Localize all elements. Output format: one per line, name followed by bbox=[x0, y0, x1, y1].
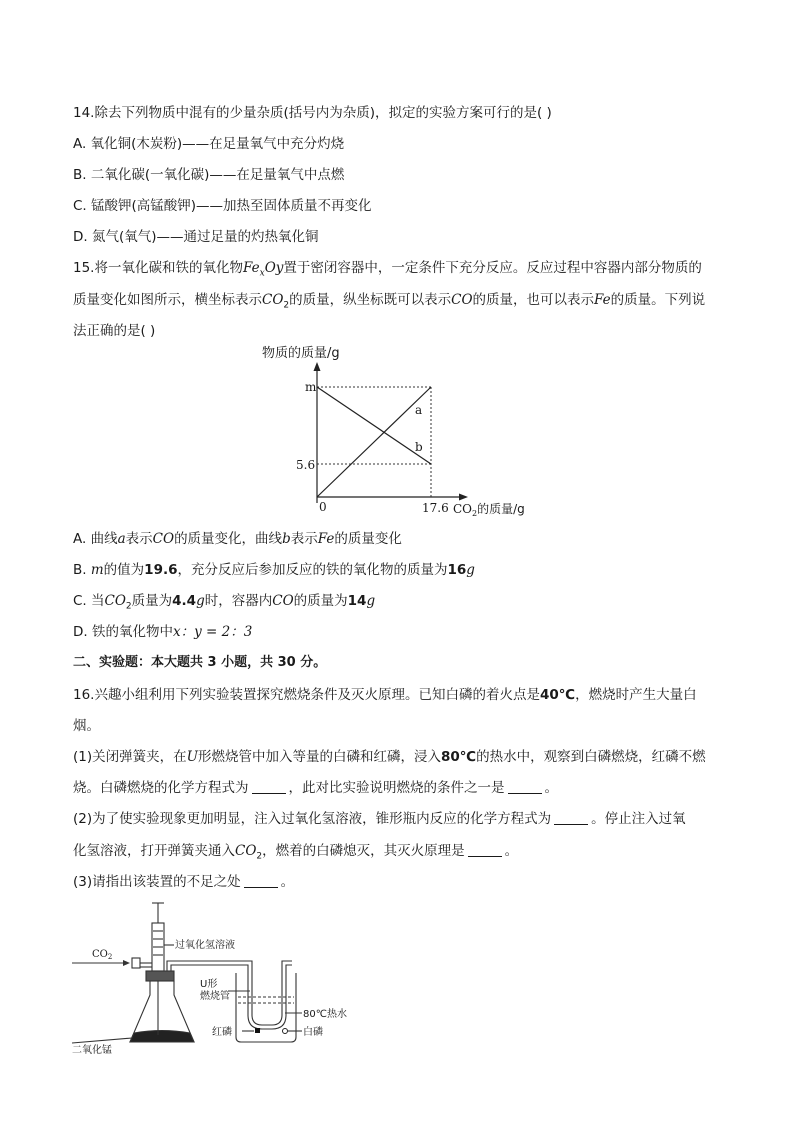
graph-curve-a-label: a bbox=[415, 403, 423, 417]
graph-curve-a bbox=[317, 387, 431, 497]
section-heading: 二、实验题：本大题共 3 小题，共 30 分。 bbox=[73, 655, 327, 670]
q14-option-b: B. 二氧化碳(一氧化碳)——在足量氧气中点燃 bbox=[73, 167, 345, 183]
q15-line-2: 质量变化如图所示，横坐标表示$CO_2$的质量，纵坐标既可以表示CO的质量，也可以表示Fe的质量。下列说 bbox=[73, 292, 706, 311]
q15-graph bbox=[250, 340, 550, 525]
fig-u-tube-label-2: 燃烧管 bbox=[200, 991, 230, 1002]
q16-line-2: 烟。 bbox=[73, 718, 100, 734]
q16-line-4: 烧。白磷燃烧的化学方程式为 ，此对比实验说明燃烧的条件之一是 。 bbox=[73, 780, 558, 796]
q14-option-d: D. 氮气(氧气)——通过足量的灼热氧化铜 bbox=[73, 229, 319, 245]
q15-option-d: D. 铁的氧化物中x：y = 2：3 bbox=[73, 624, 253, 640]
graph-origin-label: 0 bbox=[319, 500, 327, 514]
mno2-powder-icon bbox=[130, 1031, 194, 1043]
q15-option-c: C. 当$CO_2$质量为4.4g时，容器内CO的质量为14g bbox=[73, 593, 376, 612]
spring-clip-icon bbox=[132, 958, 140, 968]
q14-option-a: A. 氧化铜(木炭粉)——在足量氧气中充分灼烧 bbox=[73, 136, 345, 152]
fig-u-tube-label-1: U形 bbox=[200, 979, 218, 990]
q15-option-a: A. 曲线a表示CO的质量变化，曲线b表示Fe的质量变化 bbox=[73, 531, 402, 547]
fig-mno2-label: 二氧化锰 bbox=[72, 1045, 112, 1055]
apparatus-figure bbox=[70, 895, 370, 1055]
q16-line-3: (1)关闭弹簧夹，在U形燃烧管中加入等量的白磷和红磷，浸入80℃的热水中，观察到白磷燃烧，红磷不燃 bbox=[73, 749, 706, 765]
graph-curve-b bbox=[317, 387, 431, 464]
graph-56-label: 5.6 bbox=[296, 458, 316, 472]
stopper-icon bbox=[146, 971, 174, 981]
q14-option-c: C. 锰酸钾(高锰酸钾)——加热至固体质量不再变化 bbox=[73, 198, 372, 214]
co2-arrow-head bbox=[123, 960, 130, 966]
fig-h2o2-label: 过氧化氢溶液 bbox=[175, 940, 235, 951]
q16-line-1: 16.兴趣小组利用下列实验装置探究燃烧条件及灭火原理。已知白磷的着火点是40℃，燃烧时产生大量白 bbox=[73, 687, 697, 703]
q15-line-3: 法正确的是( ) bbox=[73, 323, 156, 339]
graph-x-label: $CO_2$的质量/g bbox=[453, 502, 525, 518]
answer-blank[interactable] bbox=[252, 781, 286, 794]
q16-line-6: 化氢溶液，打开弹簧夹通入$CO_2$，燃着的白磷熄灭，其灭火原理是 。 bbox=[73, 843, 519, 862]
q15-line-1: 15.将一氧化碳和铁的氧化物$Fe_xOy$置于密闭容器中，一定条件下充分反应。反应过程中容器内部分物质的 bbox=[73, 260, 702, 279]
q14-stem: 14.除去下列物质中混有的少量杂质(括号内为杂质)，拟定的实验方案可行的是( ) bbox=[73, 105, 552, 121]
mno2-pointer bbox=[72, 1038, 132, 1043]
answer-blank[interactable] bbox=[244, 875, 278, 888]
answer-blank[interactable] bbox=[554, 812, 588, 825]
graph-m-label: m bbox=[305, 380, 317, 394]
fig-red-p-label: 红磷 bbox=[212, 1027, 232, 1038]
fig-water-label: 80℃热水 bbox=[303, 1009, 347, 1020]
white-phosphorus-icon bbox=[283, 1029, 288, 1034]
answer-blank[interactable] bbox=[468, 844, 502, 857]
q16-line-7: (3)请指出该装置的不足之处 。 bbox=[73, 874, 295, 890]
q15-option-b: B. m的值为19.6，充分反应后参加反应的铁的氧化物的质量为16g bbox=[73, 562, 475, 578]
graph-x-arrow bbox=[459, 494, 468, 501]
graph-y-arrow bbox=[314, 362, 321, 371]
answer-blank[interactable] bbox=[508, 781, 542, 794]
fig-co2-label: $CO_2$ bbox=[92, 949, 113, 961]
fig-white-p-label: 白磷 bbox=[303, 1027, 323, 1038]
q16-line-5: (2)为了使实验现象更加明显，注入过氧化氢溶液，锥形瓶内反应的化学方程式为 。停止注入过氧 bbox=[73, 811, 686, 827]
graph-y-label: 物质的质量/g bbox=[262, 346, 340, 361]
graph-curve-b-label: b bbox=[415, 440, 423, 454]
red-phosphorus-icon bbox=[255, 1028, 260, 1033]
graph-176-label: 17.6 bbox=[422, 501, 449, 515]
